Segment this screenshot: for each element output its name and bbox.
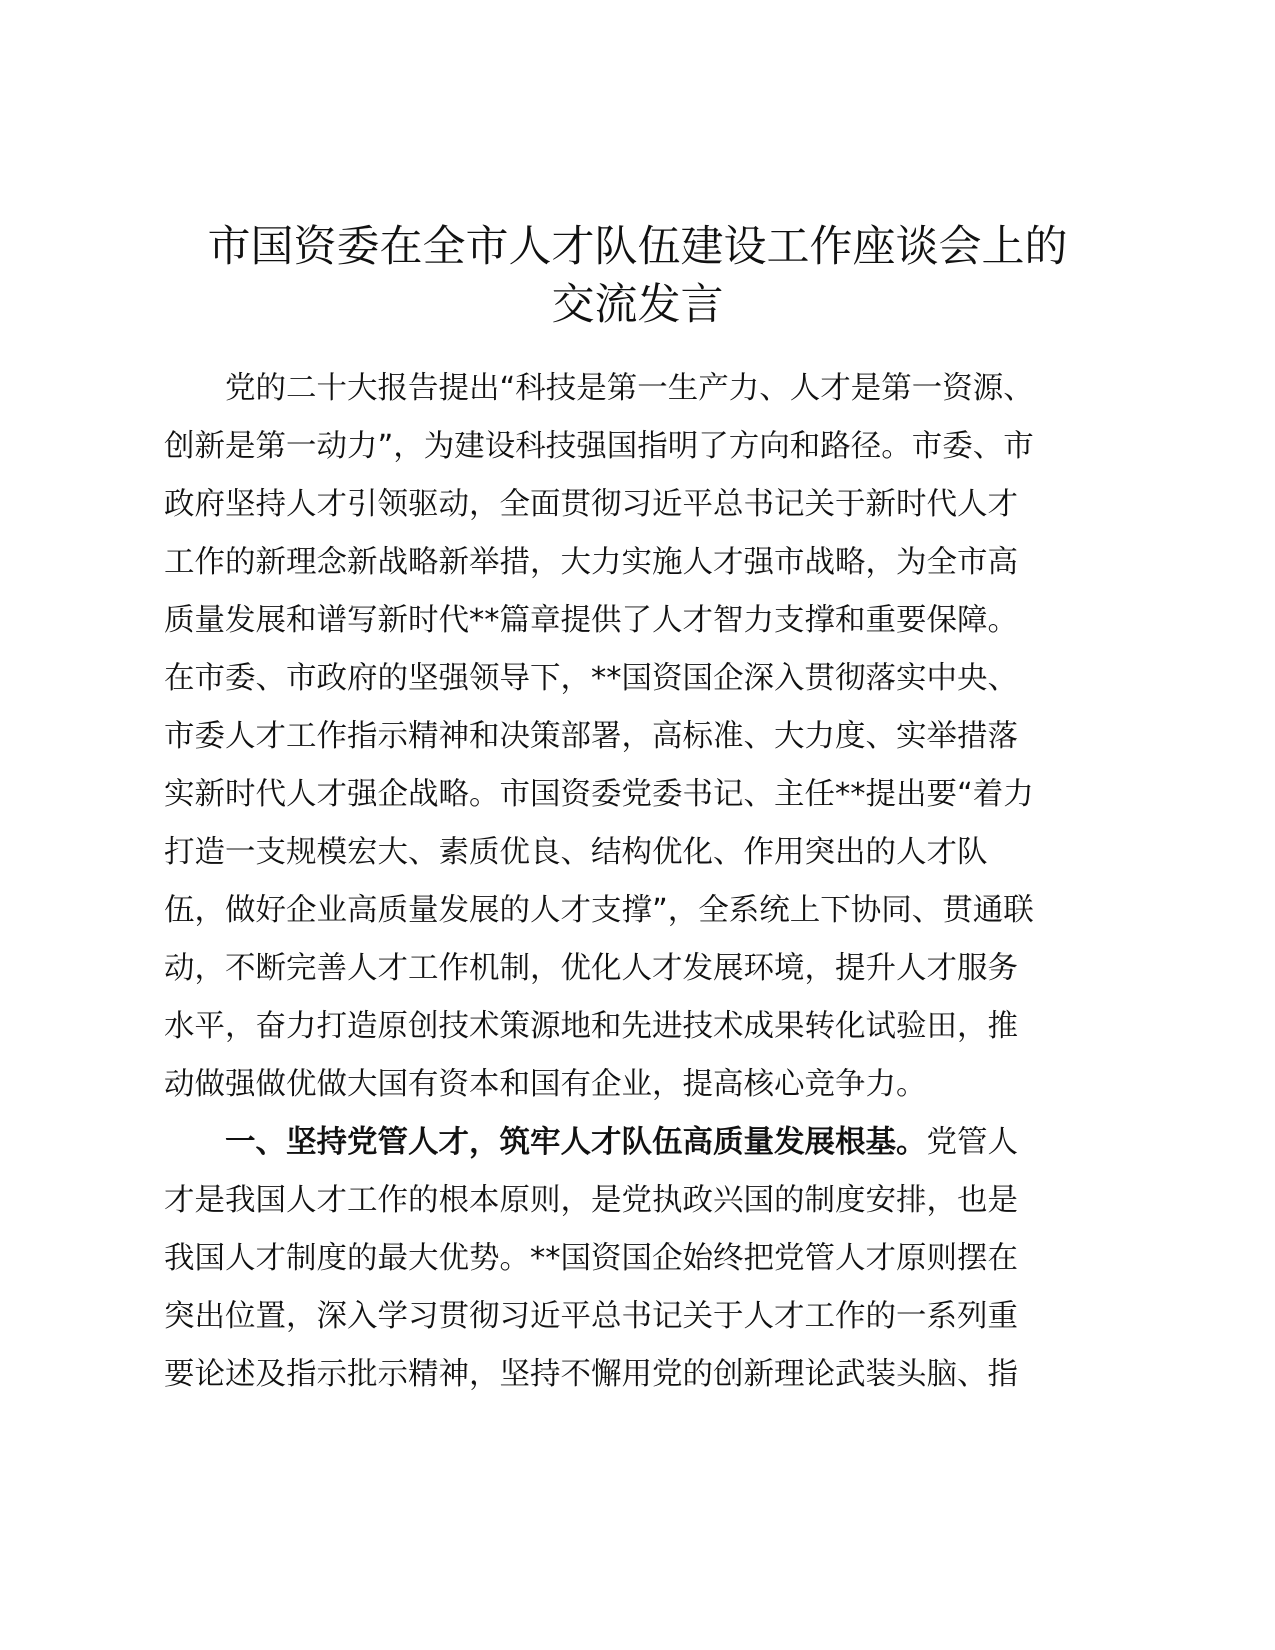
paragraph-2 <box>164 1114 1124 1404</box>
text-line: 伍，做好企业高质量发展的人才支撑”，全系统上下协同、贯通联 <box>164 893 1034 928</box>
text-line <box>164 1114 1124 1172</box>
text-line: 水平，奋力打造原创技术策源地和先进技术成果转化试验田，推 <box>164 1009 1018 1044</box>
title-line-2: 交流发言 <box>551 280 724 330</box>
text-line: 实新时代人才强企战略。市国资委党委书记、主任**提出要“着力 <box>164 777 1034 812</box>
document-title <box>150 218 1125 334</box>
text-line: 动做强做优做大国有资本和国有企业，提高核心竞争力。 <box>164 1067 927 1102</box>
text-line: 创新是第一动力”，为建设科技强国指明了方向和路径。市委、市 <box>164 429 1034 464</box>
text-line: 质量发展和谱写新时代**篇章提供了人才智力支撑和重要保障。 <box>164 603 1018 638</box>
title-line-1: 市国资委在全市人才队伍建设工作座谈会上的 <box>207 222 1068 272</box>
text-line: 在市委、市政府的坚强领导下，**国资国企深入贯彻落实中央、 <box>164 661 1018 696</box>
text-line: 动，不断完善人才工作机制，优化人才发展环境，提升人才服务 <box>164 951 1018 986</box>
text-line: 打造一支规模宏大、素质优良、结构优化、作用突出的人才队 <box>164 835 988 870</box>
text-line: 我国人才制度的最大优势。**国资国企始终把党管人才原则摆在 <box>164 1241 1018 1276</box>
document-body <box>164 360 1124 1404</box>
text-line: 党的二十大报告提出“科技是第一生产力、人才是第一资源、 <box>225 371 1034 406</box>
paragraph-1 <box>164 360 1124 1114</box>
text-line: 工作的新理念新战略新举措，大力实施人才强市战略，为全市高 <box>164 545 1018 580</box>
text-line: 要论述及指示批示精神，坚持不懈用党的创新理论武装头脑、指 <box>164 1357 1018 1392</box>
section-heading-continuation: 党管人 <box>926 1125 1018 1160</box>
text-line: 才是我国人才工作的根本原则，是党执政兴国的制度安排，也是 <box>164 1183 1018 1218</box>
text-line: 市委人才工作指示精神和决策部署，高标准、大力度、实举措落 <box>164 719 1018 754</box>
text-line: 政府坚持人才引领驱动，全面贯彻习近平总书记关于新时代人才 <box>164 487 1018 522</box>
section-heading: 一、坚持党管人才，筑牢人才队伍高质量发展根基。 <box>225 1125 927 1160</box>
text-line: 突出位置，深入学习贯彻习近平总书记关于人才工作的一系列重 <box>164 1299 1018 1334</box>
